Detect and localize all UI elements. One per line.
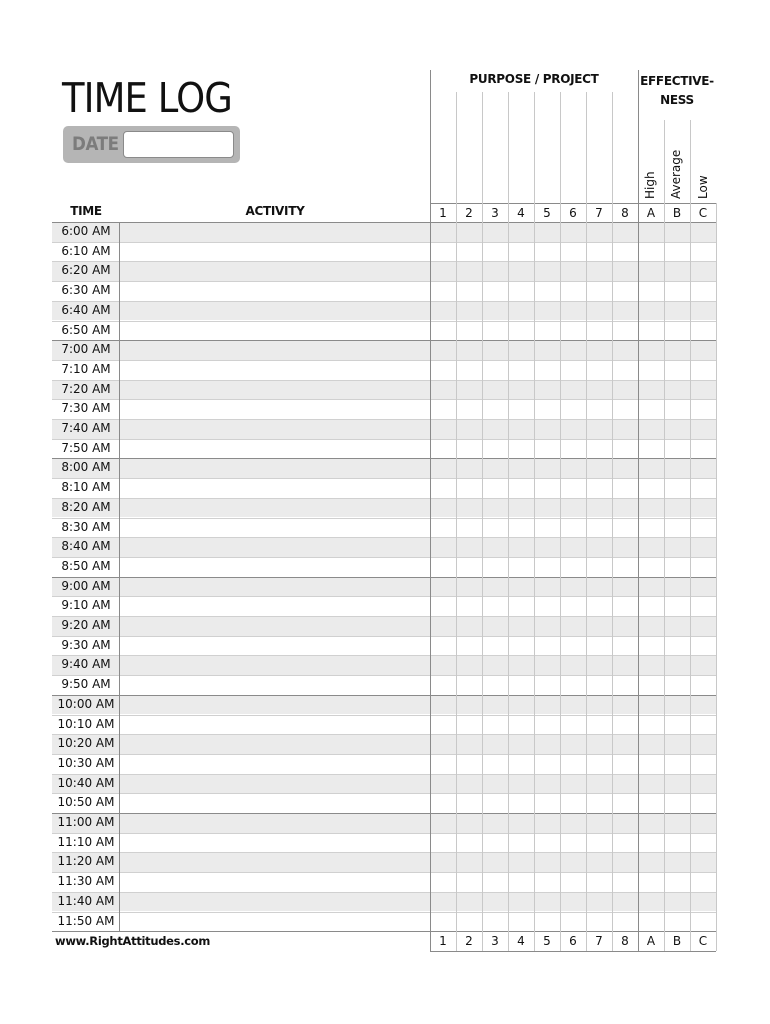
- row-divider: [52, 261, 716, 262]
- row-divider: [52, 813, 716, 814]
- row-time-label: 6:40 AM: [61, 302, 111, 317]
- table-row[interactable]: [52, 518, 716, 538]
- row-divider: [52, 695, 716, 696]
- row-time-label: 11:00 AM: [57, 815, 115, 829]
- column-divider: [664, 120, 665, 951]
- table-row[interactable]: [52, 281, 716, 301]
- row-time-label: 10:00 AM: [57, 696, 115, 711]
- row-divider: [52, 557, 716, 558]
- table-row[interactable]: [52, 340, 716, 360]
- column-divider: [430, 70, 431, 951]
- row-divider: [52, 793, 716, 794]
- column-divider: [482, 92, 483, 951]
- table-bottom-rule: [52, 931, 716, 932]
- row-divider: [52, 439, 716, 440]
- row-time-label: 10:30 AM: [57, 755, 115, 770]
- purpose-project-header: PURPOSE / PROJECT: [469, 72, 599, 86]
- table-row[interactable]: [52, 793, 716, 813]
- row-divider: [52, 281, 716, 282]
- date-input[interactable]: [123, 131, 234, 158]
- effectiveness-header: [638, 72, 716, 110]
- row-time-label: 7:10 AM: [61, 361, 111, 376]
- row-time-label: 8:00 AM: [61, 460, 111, 475]
- row-time-label: 11:40 AM: [57, 893, 115, 908]
- effectiveness-average-label: Average: [669, 149, 683, 199]
- row-divider: [52, 892, 716, 893]
- table-row[interactable]: [52, 695, 716, 715]
- page-title: TIME LOG: [62, 74, 232, 122]
- table-row[interactable]: [52, 852, 716, 872]
- row-divider: [52, 774, 716, 775]
- row-time-label: 8:10 AM: [61, 480, 111, 495]
- table-row[interactable]: [52, 498, 716, 518]
- column-number-header: 5: [543, 206, 551, 220]
- row-time-label: 11:20 AM: [57, 854, 115, 869]
- row-divider: [52, 419, 716, 420]
- column-divider: [534, 92, 535, 951]
- column-divider: [638, 70, 639, 951]
- row-time-label: 10:40 AM: [57, 775, 115, 790]
- row-time-label: 10:20 AM: [57, 736, 115, 751]
- table-row[interactable]: [52, 636, 716, 656]
- column-number-header: A: [646, 206, 656, 220]
- column-number-footer: C: [698, 934, 708, 949]
- row-divider: [52, 675, 716, 676]
- row-time-label: 7:30 AM: [61, 401, 111, 416]
- table-row[interactable]: [52, 774, 716, 794]
- column-number-header: 6: [569, 206, 577, 220]
- row-divider: [52, 399, 716, 400]
- column-number-footer: 2: [465, 934, 473, 949]
- date-label: DATE: [72, 133, 119, 155]
- activity-column-header: ACTIVITY: [245, 204, 305, 218]
- row-time-label: 11:30 AM: [57, 874, 115, 889]
- column-number-header: 4: [517, 206, 525, 220]
- row-divider: [52, 340, 716, 341]
- table-row[interactable]: [52, 596, 716, 616]
- column-number-footer: A: [646, 934, 656, 949]
- footer-url[interactable]: www.RightAttitudes.com: [55, 934, 211, 948]
- table-row[interactable]: [52, 458, 716, 478]
- column-number-footer: 7: [595, 934, 603, 949]
- row-time-label: 7:00 AM: [61, 342, 111, 357]
- column-divider: [560, 92, 561, 951]
- row-divider: [52, 360, 716, 361]
- table-row[interactable]: [52, 439, 716, 459]
- table-row[interactable]: [52, 715, 716, 735]
- column-divider: [586, 92, 587, 951]
- table-row[interactable]: [52, 833, 716, 853]
- row-divider: [52, 596, 716, 597]
- row-divider: [52, 478, 716, 479]
- row-time-label: 11:50 AM: [57, 913, 115, 928]
- column-divider: [612, 92, 613, 951]
- row-divider: [52, 537, 716, 538]
- column-number-header: C: [698, 206, 708, 220]
- table-row[interactable]: [52, 655, 716, 675]
- footer-number-bottom-rule: [430, 951, 716, 952]
- row-time-label: 9:30 AM: [61, 637, 111, 652]
- column-number-footer: 5: [543, 934, 551, 949]
- table-row[interactable]: [52, 301, 716, 321]
- table-row[interactable]: [52, 557, 716, 577]
- table-row[interactable]: [52, 419, 716, 439]
- row-time-label: 8:30 AM: [61, 519, 111, 534]
- column-divider: [716, 203, 717, 951]
- row-divider: [52, 852, 716, 853]
- column-divider: [508, 92, 509, 951]
- time-column-header: TIME: [70, 204, 102, 218]
- row-time-label: 11:10 AM: [57, 834, 115, 849]
- row-divider: [52, 321, 716, 322]
- row-time-label: 7:20 AM: [61, 381, 111, 396]
- row-time-label: 9:10 AM: [61, 598, 111, 613]
- table-row[interactable]: [52, 872, 716, 892]
- row-time-label: 8:20 AM: [61, 499, 111, 514]
- table-row[interactable]: [52, 734, 716, 754]
- row-divider: [52, 833, 716, 834]
- table-row[interactable]: [52, 380, 716, 400]
- time-activity-divider: [119, 222, 120, 931]
- table-row[interactable]: [52, 813, 716, 833]
- effectiveness-high-label: High: [643, 171, 657, 199]
- row-time-label: 9:50 AM: [61, 677, 111, 692]
- row-time-label: 9:20 AM: [61, 618, 111, 632]
- table-row[interactable]: [52, 261, 716, 281]
- column-number-header: 7: [595, 206, 603, 220]
- row-time-label: 9:00 AM: [61, 578, 111, 593]
- column-number-footer: B: [672, 934, 682, 949]
- table-row[interactable]: [52, 478, 716, 498]
- column-divider: [690, 120, 691, 951]
- column-number-top-rule: [430, 203, 716, 204]
- row-time-label: 6:20 AM: [61, 263, 111, 278]
- row-divider: [52, 734, 716, 735]
- row-time-label: 9:40 AM: [61, 657, 111, 672]
- row-time-label: 7:40 AM: [61, 421, 111, 435]
- table-row[interactable]: [52, 577, 716, 597]
- column-number-footer: 3: [491, 934, 499, 949]
- table-row[interactable]: [52, 242, 716, 262]
- row-time-label: 6:00 AM: [61, 224, 111, 238]
- row-divider: [52, 518, 716, 519]
- column-divider: [456, 92, 457, 951]
- row-divider: [52, 636, 716, 637]
- effectiveness-header-line1: EFFECTIVE-: [640, 74, 714, 88]
- row-divider: [52, 577, 716, 578]
- row-divider: [52, 458, 716, 459]
- row-time-label: 8:40 AM: [61, 539, 111, 554]
- row-time-label: 6:10 AM: [61, 243, 111, 258]
- table-row[interactable]: [52, 675, 716, 695]
- column-number-header: B: [672, 206, 682, 220]
- column-number-footer: 6: [569, 934, 577, 949]
- effectiveness-header-line2: NESS: [660, 93, 694, 107]
- row-time-label: 10:10 AM: [57, 716, 115, 731]
- table-row[interactable]: [52, 360, 716, 380]
- row-divider: [52, 754, 716, 755]
- row-time-label: 8:50 AM: [61, 558, 111, 573]
- table-row[interactable]: [52, 321, 716, 341]
- row-divider: [52, 872, 716, 873]
- row-divider: [52, 912, 716, 913]
- table-row[interactable]: [52, 892, 716, 912]
- table-row[interactable]: [52, 222, 716, 242]
- row-divider: [52, 655, 716, 656]
- column-number-header: 1: [439, 206, 447, 220]
- table-row[interactable]: [52, 616, 716, 636]
- table-row[interactable]: [52, 912, 716, 932]
- row-time-label: 6:30 AM: [61, 283, 111, 298]
- row-divider: [52, 498, 716, 499]
- row-divider: [52, 380, 716, 381]
- column-number-header: 8: [621, 206, 629, 220]
- row-divider: [52, 715, 716, 716]
- row-divider: [52, 242, 716, 243]
- row-time-label: 10:50 AM: [57, 795, 115, 810]
- effectiveness-low-label: Low: [696, 175, 710, 199]
- row-divider: [52, 301, 716, 302]
- header-bottom-rule: [52, 222, 716, 223]
- row-time-label: 7:50 AM: [61, 440, 111, 455]
- table-row[interactable]: [52, 754, 716, 774]
- column-number-footer: 1: [439, 934, 447, 949]
- column-number-header: 2: [465, 206, 473, 220]
- column-number-header: 3: [491, 206, 499, 220]
- table-row[interactable]: [52, 537, 716, 557]
- column-number-footer: 4: [517, 934, 525, 949]
- row-divider: [52, 616, 716, 617]
- row-time-label: 6:50 AM: [61, 322, 111, 337]
- column-number-footer: 8: [621, 934, 629, 949]
- table-row[interactable]: [52, 399, 716, 419]
